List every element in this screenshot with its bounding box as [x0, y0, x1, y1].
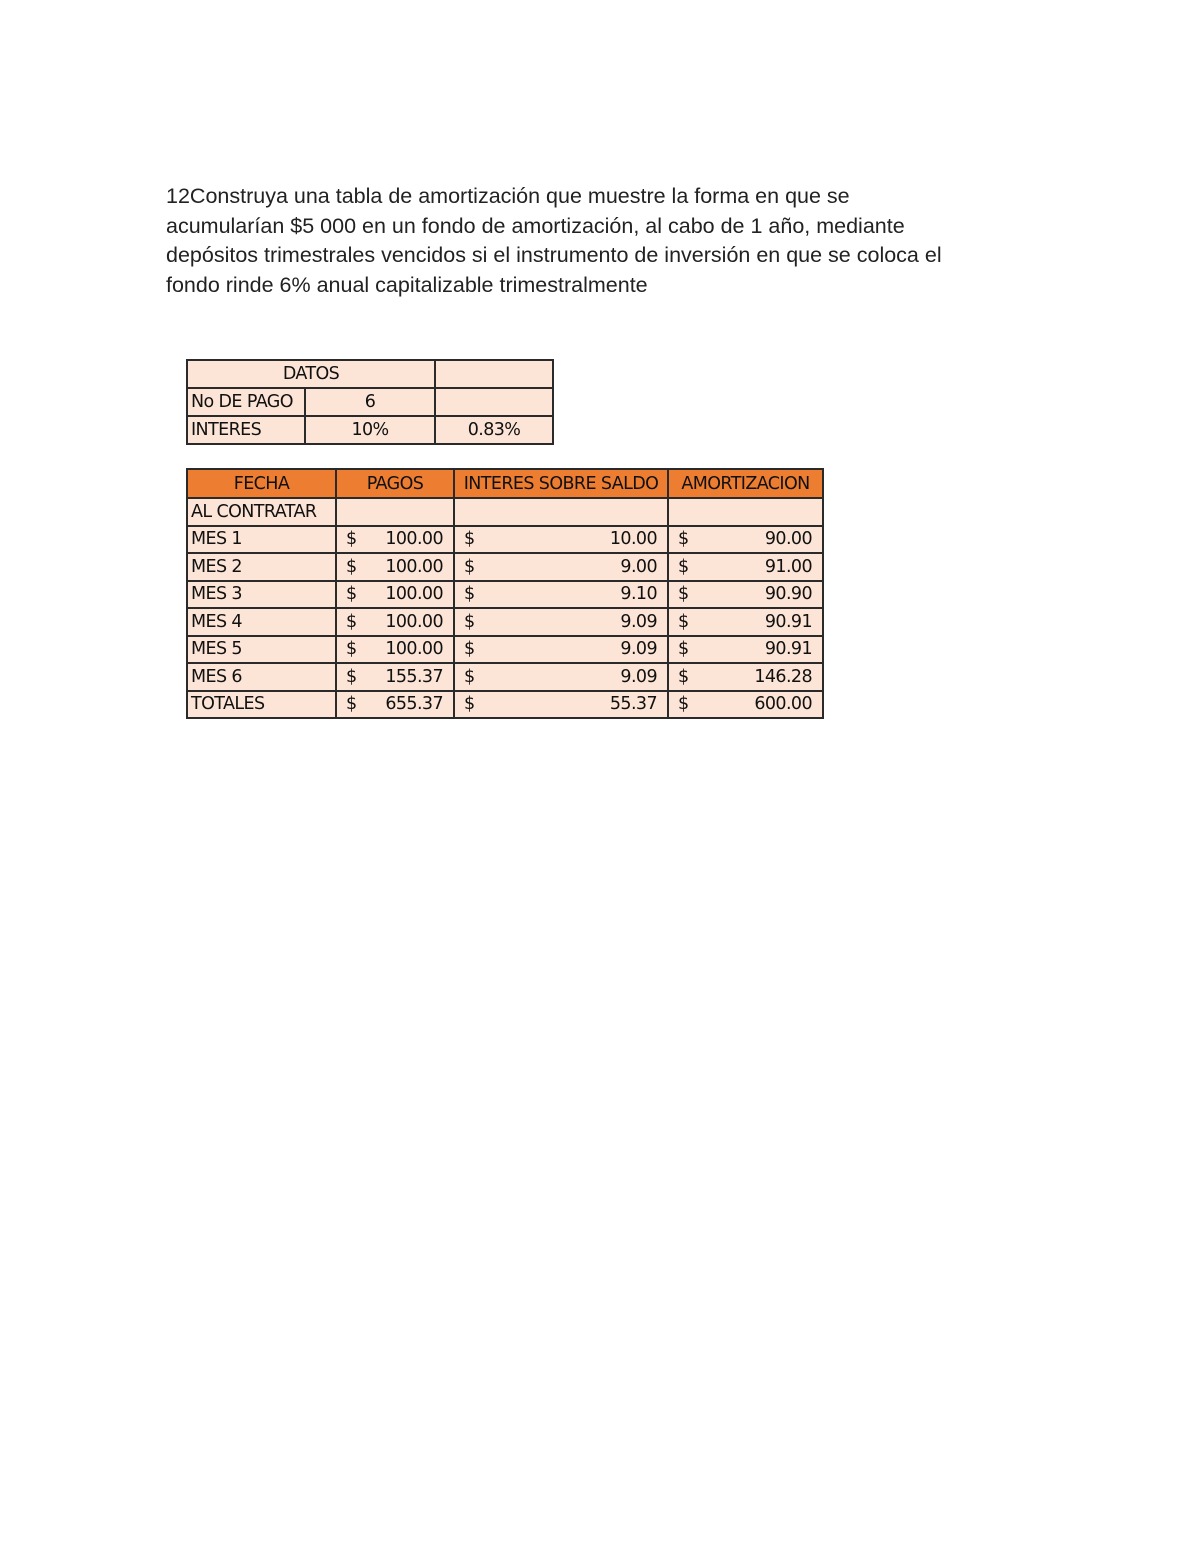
pagos-amount: [340, 612, 450, 632]
amortizacion-value: 90.00: [764, 529, 812, 550]
amortization-table: [186, 468, 824, 719]
pagos-amount: [340, 529, 450, 549]
table-row: [187, 691, 823, 719]
problem-statement: [166, 182, 1046, 300]
fecha-cell: AL CONTRATAR: [187, 498, 336, 526]
amortizacion-cell: [668, 526, 823, 554]
pagos-amount: [340, 694, 450, 714]
table-row: [187, 581, 823, 609]
pagos-value: 100.00: [385, 529, 443, 550]
table-row: [187, 526, 823, 554]
table-row: [187, 498, 823, 526]
interes-cell: [454, 526, 668, 554]
interes-value: 10.00: [609, 529, 657, 550]
fecha-cell: MES 6: [187, 663, 336, 691]
interes-value: 9.09: [620, 639, 657, 660]
problem-line: fondo rinde 6% anual capitalizable trimestralmente: [166, 272, 648, 297]
currency-symbol: $: [346, 529, 357, 550]
amortizacion-value: 146.28: [754, 666, 812, 687]
problem-line: depósitos trimestrales vencidos si el instrumento de inversión en que se coloca el: [166, 243, 942, 267]
amortizacion-amount: [672, 694, 819, 714]
amortizacion-cell: [668, 636, 823, 664]
currency-symbol: $: [464, 694, 475, 715]
currency-symbol: $: [678, 666, 689, 687]
interes-cell: [454, 553, 668, 581]
currency-symbol: $: [464, 584, 475, 605]
currency-symbol: $: [346, 556, 357, 577]
interes-cell: [454, 608, 668, 636]
pagos-cell: [336, 608, 454, 636]
interes-value: 9.10: [620, 584, 657, 605]
amortizacion-cell: [668, 663, 823, 691]
interes-value: 9.09: [620, 611, 657, 632]
amortization-header-row: [187, 469, 823, 498]
amortizacion-cell: [668, 498, 823, 526]
interes-amount: [458, 667, 664, 687]
amortizacion-value: 90.91: [764, 639, 812, 660]
interes-amount: [458, 557, 664, 577]
amortizacion-cell: [668, 608, 823, 636]
amortization-body: [187, 498, 823, 718]
pagos-value: 100.00: [385, 584, 443, 605]
datos-row: [187, 416, 553, 444]
datos-table: [186, 359, 554, 445]
pagos-cell: [336, 553, 454, 581]
amortizacion-amount: [672, 584, 819, 604]
currency-symbol: $: [464, 666, 475, 687]
pagos-value: 100.00: [385, 639, 443, 660]
currency-symbol: $: [346, 611, 357, 632]
amortizacion-amount: [672, 612, 819, 632]
interes-amount: [458, 612, 664, 632]
interes-cell: [454, 636, 668, 664]
pagos-value: 100.00: [385, 556, 443, 577]
table-row: [187, 608, 823, 636]
amortizacion-amount: [672, 529, 819, 549]
amortizacion-amount: [672, 557, 819, 577]
currency-symbol: $: [346, 694, 357, 715]
datos-label: No DE PAGO: [187, 388, 305, 416]
currency-symbol: $: [346, 666, 357, 687]
interes-value: 9.09: [620, 666, 657, 687]
pagos-value: 100.00: [385, 611, 443, 632]
amortizacion-cell: [668, 581, 823, 609]
currency-symbol: $: [678, 611, 689, 632]
fecha-cell: MES 5: [187, 636, 336, 664]
interes-cell: [454, 691, 668, 719]
fecha-cell: MES 4: [187, 608, 336, 636]
pagos-cell: [336, 581, 454, 609]
currency-symbol: $: [346, 584, 357, 605]
interes-value: 9.00: [620, 556, 657, 577]
interes-cell: [454, 663, 668, 691]
datos-label: INTERES: [187, 416, 305, 444]
amortizacion-cell: [668, 691, 823, 719]
datos-value: 6: [305, 388, 435, 416]
amortizacion-value: 91.00: [764, 556, 812, 577]
pagos-cell: [336, 663, 454, 691]
datos-title: DATOS: [187, 360, 435, 388]
datos-empty-cell: [435, 360, 553, 388]
header-fecha: FECHA: [187, 469, 336, 498]
currency-symbol: $: [464, 611, 475, 632]
header-pagos: PAGOS: [336, 469, 454, 498]
amortizacion-value: 90.90: [764, 584, 812, 605]
currency-symbol: $: [346, 639, 357, 660]
interes-amount: [458, 694, 664, 714]
interes-cell: [454, 581, 668, 609]
interes-value: 55.37: [609, 694, 657, 715]
interes-cell: [454, 498, 668, 526]
amortizacion-cell: [668, 553, 823, 581]
currency-symbol: $: [464, 529, 475, 550]
datos-value: 10%: [305, 416, 435, 444]
pagos-value: 155.37: [385, 666, 443, 687]
fecha-cell: MES 3: [187, 581, 336, 609]
pagos-cell: [336, 636, 454, 664]
currency-symbol: $: [678, 556, 689, 577]
header-amortizacion: AMORTIZACION: [668, 469, 823, 498]
pagos-cell: [336, 498, 454, 526]
pagos-cell: [336, 526, 454, 554]
datos-header-row: [187, 360, 553, 388]
pagos-amount: [340, 557, 450, 577]
table-row: [187, 636, 823, 664]
amortizacion-value: 600.00: [754, 694, 812, 715]
datos-extra: 0.83%: [435, 416, 553, 444]
currency-symbol: $: [678, 694, 689, 715]
datos-row: [187, 388, 553, 416]
fecha-cell: MES 2: [187, 553, 336, 581]
amortizacion-amount: [672, 667, 819, 687]
table-row: [187, 553, 823, 581]
currency-symbol: $: [464, 639, 475, 660]
pagos-amount: [340, 584, 450, 604]
pagos-cell: [336, 691, 454, 719]
interes-amount: [458, 529, 664, 549]
problem-line: 12Construya una tabla de amortización que muestre la forma en que se: [166, 184, 850, 208]
amortizacion-amount: [672, 639, 819, 659]
problem-line: acumularían $5 000 en un fondo de amortización, al cabo de 1 año, mediante: [166, 213, 905, 238]
currency-symbol: $: [464, 556, 475, 577]
currency-symbol: $: [678, 584, 689, 605]
currency-symbol: $: [678, 529, 689, 550]
interes-amount: [458, 584, 664, 604]
pagos-value: 655.37: [385, 694, 443, 715]
interes-amount: [458, 639, 664, 659]
datos-extra: [435, 388, 553, 416]
currency-symbol: $: [678, 639, 689, 660]
fecha-cell: TOTALES: [187, 691, 336, 719]
pagos-amount: [340, 667, 450, 687]
amortizacion-value: 90.91: [764, 611, 812, 632]
pagos-amount: [340, 639, 450, 659]
table-row: [187, 663, 823, 691]
header-interes: INTERES SOBRE SALDO: [454, 469, 668, 498]
fecha-cell: MES 1: [187, 526, 336, 554]
